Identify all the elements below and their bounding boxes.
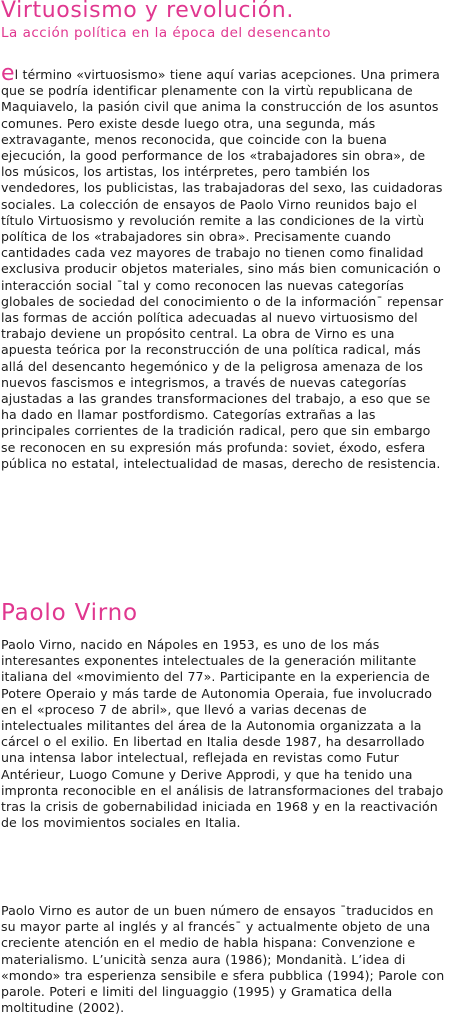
author-bio-paragraph-1: Paolo Virno, nacido en Nápoles en 1953, es uno de los más interesantes exponentes intelectuales de la generación militante italiana del «movimiento del 77». Participante en la experiencia de Potere Operaio y más tarde de Autonomia Operaia, fue involucrado en el «proceso 7 de abril», que llevó a varias decenas de intelectuales militantes del área de la Autonomia organizzata a la cárcel o el exilio. En libertad en Italia desde 1987, ha desarrollado una intensa labor intelectual, reflejada en revistas como Futur Antérieur, Luogo Comune y Derive Approdi, y que ha tenido una impronta reconocible en el análisis de latransformaciones del trabajo tras la crisis de gobernabilidad iniciada en 1968 y en la reactivación de los movimientos sociales en Italia. xyxy=(1,637,444,831)
author-heading: Paolo Virno xyxy=(1,600,138,626)
book-title: Virtuosismo y revolución. xyxy=(1,0,294,23)
intro-paragraph xyxy=(1,61,447,472)
book-subtitle: La acción política en la época del desencanto xyxy=(1,25,332,41)
intro-text: l término «virtuosismo» tiene aquí varias acepciones. Una primera que se podría identificar plenamente con la virtù republicana de Maquiavelo, la pasión civil que anima la construcción de los asuntos comunes. Pero existe desde luego otra, una segunda, más extravagante, menos reconocida, que coincide con la buena ejecución, la good performance de los «trabajadores sin obra», de los músicos, los artistas, los intérpretes, pero también los vendedores, los publicistas, las trabajadoras del sexo, las cuidadoras sociales. La colección de ensayos de Paolo Virno reunidos bajo el título Virtuosismo y revolución remite a las condiciones de la virtù política de los «trabajadores sin obra». Precisamente cuando cantidades cada vez mayores de trabajo no tienen como finalidad exclusiva producir objetos materiales, sino más bien comunicación o interacción social ¯tal y como reconocen las nuevas categorías globales de sociedad del conocimiento o de la información¯ repensar las formas de acción política adecuadas al nuevo virtuosismo del trabajo deviene un propósito central. La obra de Virno es una apuesta teórica por la reconstrucción de una política radical, más allá del desencanto hegemónico y de la peligrosa amenaza de los nuevos fascismos e integrismos, a través de nuevas categorías ajustadas a las grandes transformaciones del trabajo, a eso que se ha dado en llamar postfordismo. Categorías extrañas a las principales corrientes de la tradición radical, pero que sin embargo se reconocen en su expresión más profunda: soviet, éxodo, esfera pública no estatal, intelectualidad de masas, derecho de resistencia. xyxy=(1,67,444,471)
author-bio-paragraph-2: Paolo Virno es autor de un buen número de ensayos ¯traducidos en su mayor parte al inglés y al francés¯ y actualmente objeto de una creciente atención en el medio de habla hispana: Convenzione e materialismo. L’unicità senza aura (1986); Mondanità. L’idea di «mondo» tra esperienza sensibile e sfera pubblica (1994); Parole con parole. Poteri e limiti del linguaggio (1995) y Gramatica della moltitudine (2002). xyxy=(1,903,445,1016)
intro-dropcap: e xyxy=(1,61,15,86)
